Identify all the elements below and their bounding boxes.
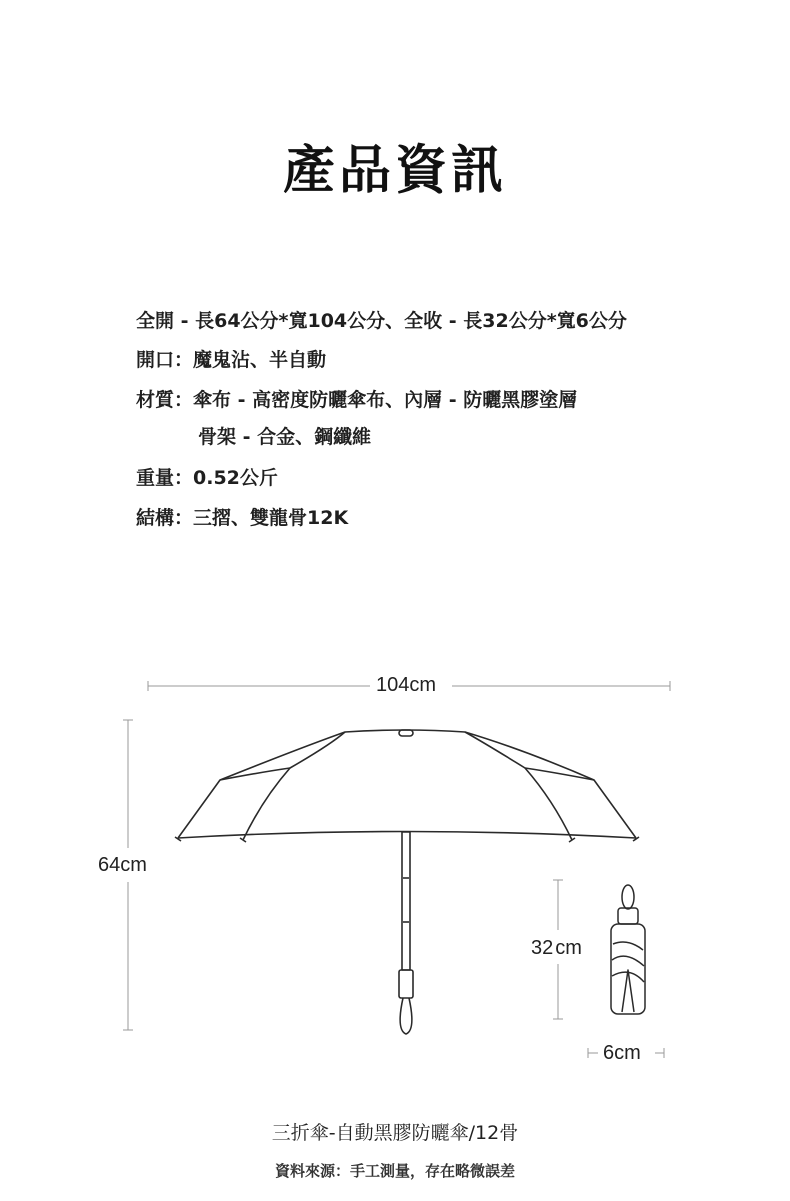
- closed-width-label: 6cm: [603, 1042, 641, 1064]
- spec-structure: 結構：三摺、雙龍骨12K: [136, 507, 349, 529]
- open-width-label: 104cm: [376, 674, 437, 696]
- spec-opening: 開口：魔鬼沾、半自動: [136, 349, 327, 371]
- spec-material-frame: 骨架 - 合金、鋼纖維: [198, 426, 372, 448]
- open-umbrella-icon: [175, 730, 639, 1034]
- spec-weight: 重量：0.52公斤: [136, 467, 278, 489]
- spec-material: 材質：傘布 - 高密度防曬傘布、內層 - 防曬黑膠塗層: [136, 389, 578, 411]
- page-title: 產品資訊: [282, 141, 507, 201]
- closed-height-unit: cm: [555, 937, 582, 959]
- open-height-label: 64cm: [98, 854, 147, 876]
- closed-height-label: [531, 937, 582, 960]
- closed-height-value: 32: [531, 937, 554, 959]
- spec-size: 全開 - 長64公分*寬104公分、全收 - 長32公分*寬6公分: [136, 310, 627, 332]
- source-note: 資料來源：手工測量，存在略微誤差: [274, 1162, 515, 1180]
- product-caption: 三折傘-自動黑膠防曬傘/12骨: [271, 1122, 519, 1144]
- closed-umbrella-icon: [611, 885, 645, 1014]
